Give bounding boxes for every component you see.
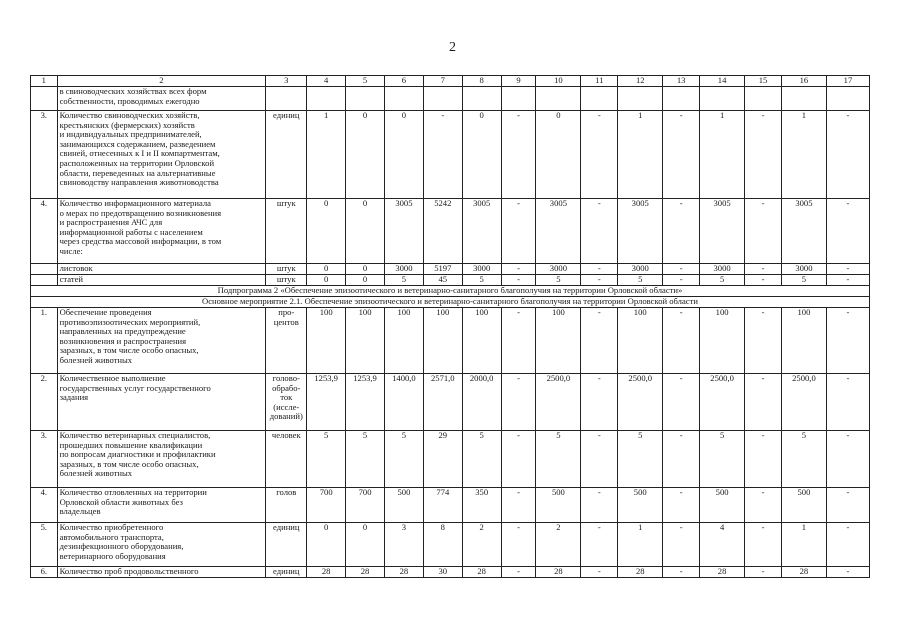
value-cell: - <box>826 523 869 567</box>
value-cell: 5 <box>700 431 745 488</box>
section-title: Подпрограмма 2 «Обеспечение эпизоотического и ветеринарно-санитарного благополучия на территории Орловской области» <box>31 286 870 297</box>
table-row <box>31 523 870 567</box>
value-cell: 774 <box>423 488 462 523</box>
value-cell: 0 <box>307 199 346 264</box>
unit: штук <box>266 264 307 275</box>
value-cell: 0 <box>462 111 501 199</box>
column-number: 9 <box>501 76 536 87</box>
column-number: 1 <box>31 76 58 87</box>
value-cell: 0 <box>346 275 385 286</box>
column-number: 10 <box>536 76 581 87</box>
value-cell: 5197 <box>423 264 462 275</box>
value-cell: - <box>745 374 782 431</box>
value-cell: - <box>501 431 536 488</box>
unit: голов <box>266 488 307 523</box>
value-cell: 0 <box>307 523 346 567</box>
value-cell: 0 <box>307 275 346 286</box>
page-number: 2 <box>449 40 456 55</box>
value-cell <box>462 87 501 111</box>
value-cell: - <box>581 488 618 523</box>
value-cell: - <box>745 199 782 264</box>
value-cell: 3005 <box>536 199 581 264</box>
column-number: 15 <box>745 76 782 87</box>
value-cell: 28 <box>462 567 501 578</box>
value-cell: 5 <box>618 275 663 286</box>
table-row <box>31 199 870 264</box>
value-cell: 1 <box>618 111 663 199</box>
table-row <box>31 308 870 374</box>
value-cell: 5 <box>536 275 581 286</box>
indicator-name: Количество свиноводческих хозяйств, крестьянских (фермерских) хозяйств и индивидуальных предпринимателей, занимающихся содержанием, разведением свиней, отнесенных к I и II компартментам, расположенных на территории Орловской области, переведенных на альтернативные свиноводству направления животноводства <box>57 111 266 199</box>
value-cell: 500 <box>536 488 581 523</box>
value-cell: 500 <box>700 488 745 523</box>
value-cell: 5 <box>536 431 581 488</box>
value-cell: 1 <box>781 111 826 199</box>
value-cell: 0 <box>346 264 385 275</box>
value-cell <box>501 87 536 111</box>
value-cell: - <box>663 308 700 374</box>
value-cell: 100 <box>618 308 663 374</box>
value-cell: 28 <box>307 567 346 578</box>
value-cell: 3000 <box>618 264 663 275</box>
row-number: 6. <box>31 567 58 578</box>
value-cell <box>663 87 700 111</box>
value-cell: - <box>663 431 700 488</box>
value-cell: - <box>826 374 869 431</box>
value-cell <box>700 87 745 111</box>
value-cell: - <box>826 275 869 286</box>
value-cell: - <box>581 374 618 431</box>
row-number <box>31 87 58 111</box>
column-number: 14 <box>700 76 745 87</box>
value-cell: 2 <box>536 523 581 567</box>
value-cell: - <box>581 199 618 264</box>
indicator-name: Количество отловленных на территории Орловской области животных без владельцев <box>57 488 266 523</box>
value-cell: 5242 <box>423 199 462 264</box>
section-row <box>31 297 870 308</box>
indicators-table <box>30 75 870 578</box>
value-cell: 0 <box>536 111 581 199</box>
value-cell: 5 <box>384 431 423 488</box>
section-title: Основное мероприятие 2.1. Обеспечение эпизоотического и ветеринарно-санитарного благополучия на территории Орловской области <box>31 297 870 308</box>
indicator-name: Количество приобретенного автомобильного транспорта, дезинфекционного оборудования, ветеринарного оборудования <box>57 523 266 567</box>
value-cell: 1 <box>781 523 826 567</box>
value-cell: 3005 <box>384 199 423 264</box>
value-cell: - <box>663 275 700 286</box>
value-cell: - <box>826 111 869 199</box>
header-row <box>31 76 870 87</box>
value-cell: 2 <box>462 523 501 567</box>
value-cell: 700 <box>346 488 385 523</box>
value-cell: - <box>663 488 700 523</box>
value-cell: 1253,9 <box>346 374 385 431</box>
value-cell: - <box>663 199 700 264</box>
value-cell <box>307 87 346 111</box>
table-row <box>31 488 870 523</box>
value-cell: 1 <box>307 111 346 199</box>
column-number: 17 <box>826 76 869 87</box>
table-row <box>31 567 870 578</box>
unit: штук <box>266 199 307 264</box>
value-cell: 5 <box>307 431 346 488</box>
value-cell: 28 <box>346 567 385 578</box>
value-cell <box>581 87 618 111</box>
unit: про- центов <box>266 308 307 374</box>
row-number: 3. <box>31 431 58 488</box>
value-cell: 5 <box>781 275 826 286</box>
indicator-name: Количество ветеринарных специалистов, прошедших повышение квалификации по вопросам диагностики и профилактики заразных, в том числе особо опасных, болезней животных <box>57 431 266 488</box>
column-number: 16 <box>781 76 826 87</box>
row-number: 4. <box>31 199 58 264</box>
value-cell: - <box>423 111 462 199</box>
column-number: 7 <box>423 76 462 87</box>
value-cell: - <box>501 199 536 264</box>
value-cell: 0 <box>307 264 346 275</box>
row-number: 2. <box>31 374 58 431</box>
table-row <box>31 87 870 111</box>
unit: единиц <box>266 567 307 578</box>
value-cell: 28 <box>618 567 663 578</box>
table-row <box>31 374 870 431</box>
value-cell: 5 <box>462 275 501 286</box>
value-cell <box>536 87 581 111</box>
value-cell: - <box>581 431 618 488</box>
column-number: 3 <box>266 76 307 87</box>
value-cell: - <box>501 308 536 374</box>
column-number: 8 <box>462 76 501 87</box>
value-cell: 2000,0 <box>462 374 501 431</box>
value-cell: - <box>826 431 869 488</box>
value-cell: 5 <box>462 431 501 488</box>
value-cell: 100 <box>384 308 423 374</box>
value-cell: 3000 <box>700 264 745 275</box>
column-number: 2 <box>57 76 266 87</box>
row-number <box>31 275 58 286</box>
value-cell: 3000 <box>384 264 423 275</box>
indicator-name: Обеспечение проведения противоэпизоотических мероприятий, направленных на предупреждение возникновения и распространения заразных, в том числе особо опасных, болезней животных <box>57 308 266 374</box>
value-cell: 700 <box>307 488 346 523</box>
value-cell: - <box>581 523 618 567</box>
value-cell: 5 <box>700 275 745 286</box>
value-cell: - <box>501 111 536 199</box>
value-cell: - <box>745 488 782 523</box>
value-cell <box>781 87 826 111</box>
row-number: 5. <box>31 523 58 567</box>
value-cell: 1 <box>618 523 663 567</box>
value-cell: 3005 <box>618 199 663 264</box>
value-cell: - <box>501 264 536 275</box>
value-cell: 100 <box>700 308 745 374</box>
column-number: 5 <box>346 76 385 87</box>
value-cell: 100 <box>462 308 501 374</box>
table-row <box>31 275 870 286</box>
value-cell: 100 <box>346 308 385 374</box>
value-cell: - <box>581 275 618 286</box>
value-cell: 2500,0 <box>700 374 745 431</box>
indicator-name: Количество информационного материала о мерах по предотвращению возникновения и распространения АЧС для информационной работы с населением через средства массовой информации, в том числе: <box>57 199 266 264</box>
value-cell <box>618 87 663 111</box>
row-number: 1. <box>31 308 58 374</box>
table-row <box>31 111 870 199</box>
value-cell: - <box>501 523 536 567</box>
value-cell: 1400,0 <box>384 374 423 431</box>
value-cell: 3000 <box>536 264 581 275</box>
value-cell <box>745 87 782 111</box>
value-cell: 1 <box>700 111 745 199</box>
value-cell: - <box>745 264 782 275</box>
value-cell: 100 <box>423 308 462 374</box>
value-cell: - <box>745 431 782 488</box>
column-number: 13 <box>663 76 700 87</box>
value-cell: - <box>581 264 618 275</box>
value-cell: - <box>663 374 700 431</box>
value-cell: 3005 <box>700 199 745 264</box>
value-cell: - <box>663 111 700 199</box>
value-cell: - <box>663 567 700 578</box>
unit: голово- обрабо- ток (иссле- дований) <box>266 374 307 431</box>
value-cell <box>423 87 462 111</box>
value-cell: 8 <box>423 523 462 567</box>
value-cell: 2571,0 <box>423 374 462 431</box>
row-number: 4. <box>31 488 58 523</box>
row-number: 3. <box>31 111 58 199</box>
table-row <box>31 264 870 275</box>
value-cell: 350 <box>462 488 501 523</box>
value-cell: 500 <box>618 488 663 523</box>
value-cell: 5 <box>781 431 826 488</box>
unit <box>266 87 307 111</box>
value-cell: 500 <box>781 488 826 523</box>
column-number: 4 <box>307 76 346 87</box>
value-cell: - <box>745 275 782 286</box>
value-cell: 100 <box>781 308 826 374</box>
value-cell: 1253,9 <box>307 374 346 431</box>
value-cell: 28 <box>700 567 745 578</box>
value-cell: - <box>581 111 618 199</box>
value-cell: 28 <box>536 567 581 578</box>
value-cell: 4 <box>700 523 745 567</box>
value-cell: 3 <box>384 523 423 567</box>
value-cell: - <box>745 111 782 199</box>
value-cell: 0 <box>384 111 423 199</box>
indicator-name: в свиноводческих хозяйствах всех форм собственности, проводимых ежегодно <box>57 87 266 111</box>
unit: единиц <box>266 523 307 567</box>
value-cell: 3000 <box>781 264 826 275</box>
value-cell: - <box>826 264 869 275</box>
value-cell: 29 <box>423 431 462 488</box>
value-cell: - <box>826 308 869 374</box>
value-cell: 30 <box>423 567 462 578</box>
value-cell: - <box>501 275 536 286</box>
value-cell: 3005 <box>781 199 826 264</box>
value-cell: 3000 <box>462 264 501 275</box>
unit: единиц <box>266 111 307 199</box>
value-cell: 45 <box>423 275 462 286</box>
value-cell: 500 <box>384 488 423 523</box>
value-cell: 5 <box>384 275 423 286</box>
row-number <box>31 264 58 275</box>
value-cell: - <box>826 199 869 264</box>
value-cell: - <box>501 374 536 431</box>
value-cell: 28 <box>384 567 423 578</box>
value-cell: 5 <box>618 431 663 488</box>
value-cell: 28 <box>781 567 826 578</box>
value-cell: - <box>745 308 782 374</box>
value-cell <box>346 87 385 111</box>
value-cell: - <box>501 567 536 578</box>
value-cell: 2500,0 <box>781 374 826 431</box>
value-cell: - <box>663 264 700 275</box>
table-body <box>31 76 870 578</box>
unit: человек <box>266 431 307 488</box>
indicator-name: Количество проб продовольственного <box>57 567 266 578</box>
value-cell: 2500,0 <box>536 374 581 431</box>
value-cell: - <box>501 488 536 523</box>
value-cell: 100 <box>536 308 581 374</box>
value-cell: 3005 <box>462 199 501 264</box>
value-cell: - <box>826 567 869 578</box>
table-row <box>31 431 870 488</box>
column-number: 6 <box>384 76 423 87</box>
value-cell: - <box>581 567 618 578</box>
value-cell: - <box>663 523 700 567</box>
indicator-name: листовок <box>57 264 266 275</box>
value-cell: - <box>826 488 869 523</box>
value-cell: - <box>581 308 618 374</box>
value-cell <box>384 87 423 111</box>
value-cell: 0 <box>346 523 385 567</box>
column-number: 11 <box>581 76 618 87</box>
value-cell: 0 <box>346 199 385 264</box>
value-cell: 5 <box>346 431 385 488</box>
value-cell: 100 <box>307 308 346 374</box>
value-cell <box>826 87 869 111</box>
value-cell: - <box>745 523 782 567</box>
indicator-name: Количественное выполнение государственных услуг государственного задания <box>57 374 266 431</box>
unit: штук <box>266 275 307 286</box>
value-cell: 0 <box>346 111 385 199</box>
value-cell: - <box>745 567 782 578</box>
indicator-name: статей <box>57 275 266 286</box>
section-row <box>31 286 870 297</box>
value-cell: 2500,0 <box>618 374 663 431</box>
column-number: 12 <box>618 76 663 87</box>
